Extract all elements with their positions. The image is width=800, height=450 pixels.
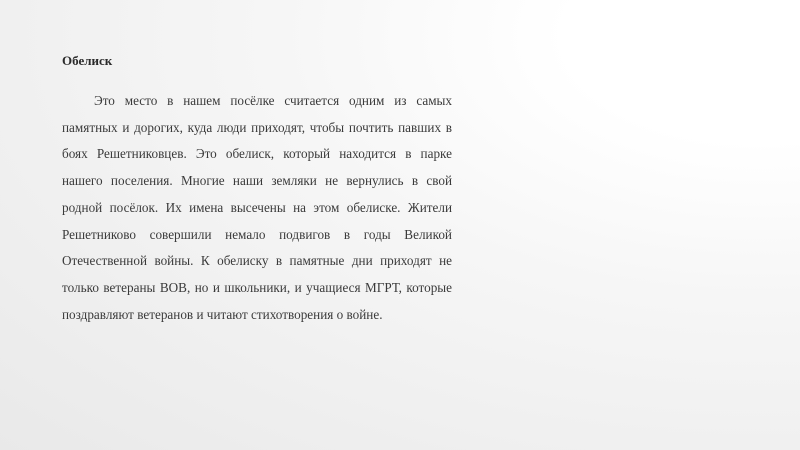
slide-title: Обелиск xyxy=(62,53,113,68)
slide-paragraph: Это место в нашем посёлке считается одним из самых памятных и дорогих, куда люди приходят, чтобы почтить павших в боях Решетниковцев. Это обелиск, который находится в парке нашего поселения. Многие наши земляки не вернулись в свой родной посёлок. Их имена высечены на этом обелиске. Жители Решетниково совершили немало подвигов в годы Великой Отечественной войны. К обелиску в памятные дни приходят не только ветераны ВОВ, но и школьники, и учащиеся МГРТ, которые поздравляют ветеранов и читают стихотворения о войне. xyxy=(62,93,452,322)
